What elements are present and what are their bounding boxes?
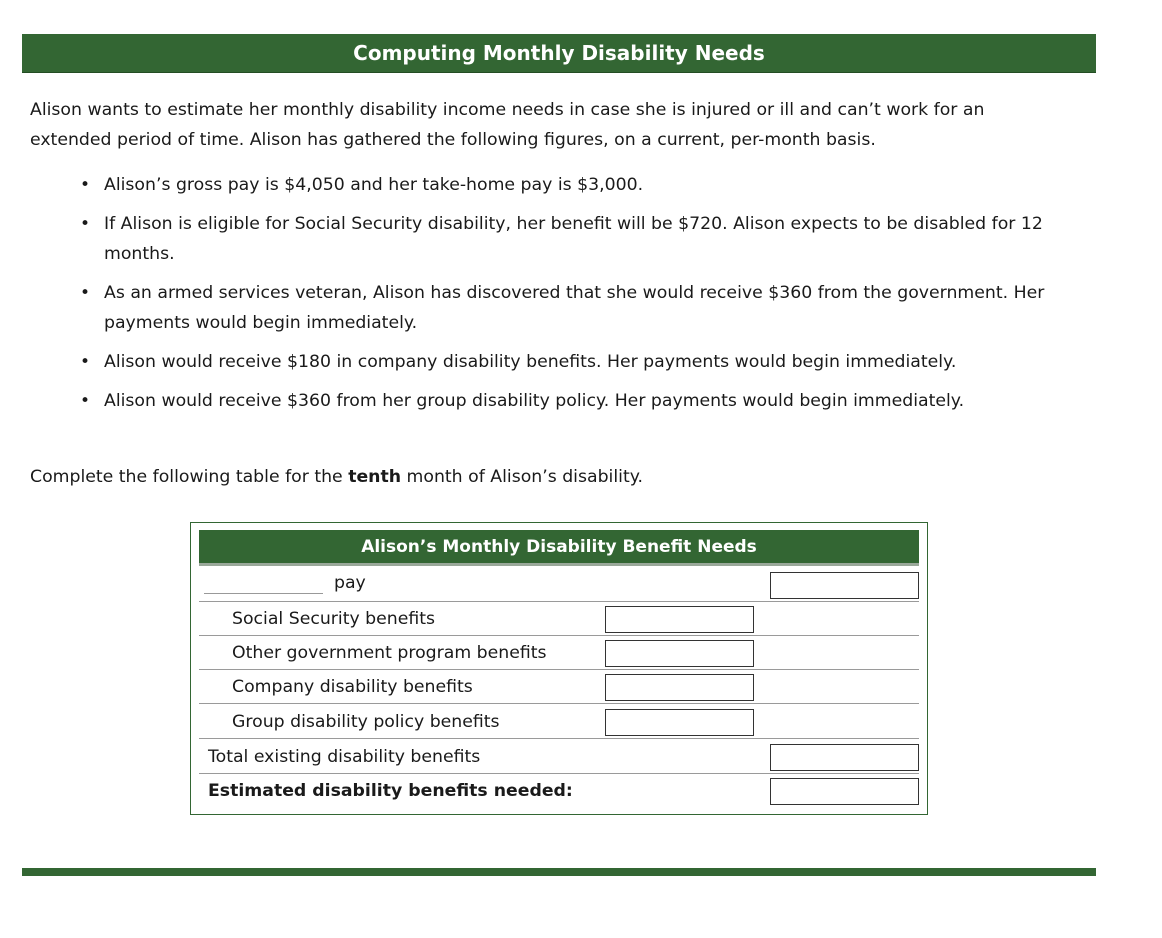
row-label: Other government program benefits — [232, 643, 547, 663]
instruction-before: Complete the following table for the — [30, 467, 349, 487]
instruction-text — [30, 462, 643, 492]
list-item-text: Alison would receive $360 from her group disability policy. Her payments would begin immediately. — [104, 391, 965, 411]
list-item — [0, 386, 1060, 416]
bullet-icon: • — [80, 283, 91, 303]
table-row — [199, 602, 919, 636]
page-title: Computing Monthly Disability Needs — [353, 41, 765, 65]
group-disability-input[interactable] — [605, 709, 754, 736]
list-item-text: Alison would receive $180 in company disability benefits. Her payments would begin immediately. — [104, 352, 957, 372]
list-item — [0, 347, 1060, 377]
pay-label: pay — [334, 573, 366, 593]
intro-paragraph: Alison wants to estimate her monthly disability income needs in case she is injured or ill and can’t work for an extended period of time. Alison has gathered the following figures, on a current, per-month basis. — [30, 100, 985, 150]
needed-label: Estimated disability benefits needed: — [208, 781, 573, 801]
list-item — [0, 170, 1060, 200]
list-item-text: As an armed services veteran, Alison has discovered that she would receive $360 from the government. Her payments would begin immediately. — [104, 283, 1045, 333]
social-security-input[interactable] — [605, 606, 754, 633]
table-row-pay — [199, 568, 919, 602]
benefit-needs-table — [190, 522, 928, 815]
list-item-text: Alison’s gross pay is $4,050 and her take-home pay is $3,000. — [104, 175, 644, 195]
table-row — [199, 636, 919, 670]
list-item — [0, 209, 1060, 269]
pay-amount-input[interactable] — [770, 572, 919, 599]
bullet-icon: • — [80, 175, 91, 195]
instruction-emphasis: tenth — [348, 467, 402, 487]
bullet-icon: • — [80, 352, 91, 372]
pay-type-dropdown[interactable] — [204, 593, 323, 594]
total-benefits-input[interactable] — [770, 744, 919, 771]
instruction-after: month of Alison’s disability. — [401, 467, 643, 487]
other-government-input[interactable] — [605, 640, 754, 667]
table-row — [199, 705, 919, 739]
table-row-needed — [199, 774, 919, 808]
benefits-needed-input[interactable] — [770, 778, 919, 805]
bullet-icon: • — [80, 391, 91, 411]
row-label: Social Security benefits — [232, 609, 436, 629]
list-item — [0, 278, 1060, 338]
table-title: Alison’s Monthly Disability Benefit Needs — [199, 530, 919, 566]
row-label: Company disability benefits — [232, 677, 473, 697]
table-row — [199, 670, 919, 704]
bullet-icon: • — [80, 214, 91, 234]
list-item-text: If Alison is eligible for Social Security disability, her benefit will be $720. Alison expects to be disabled for 12 months. — [104, 214, 1043, 264]
footer-bar — [22, 868, 1096, 876]
company-disability-input[interactable] — [605, 674, 754, 701]
total-label: Total existing disability benefits — [208, 747, 481, 767]
table-row-total — [199, 740, 919, 774]
page-title-bar — [22, 34, 1096, 73]
row-label: Group disability policy benefits — [232, 712, 500, 732]
figures-list — [0, 170, 1060, 425]
